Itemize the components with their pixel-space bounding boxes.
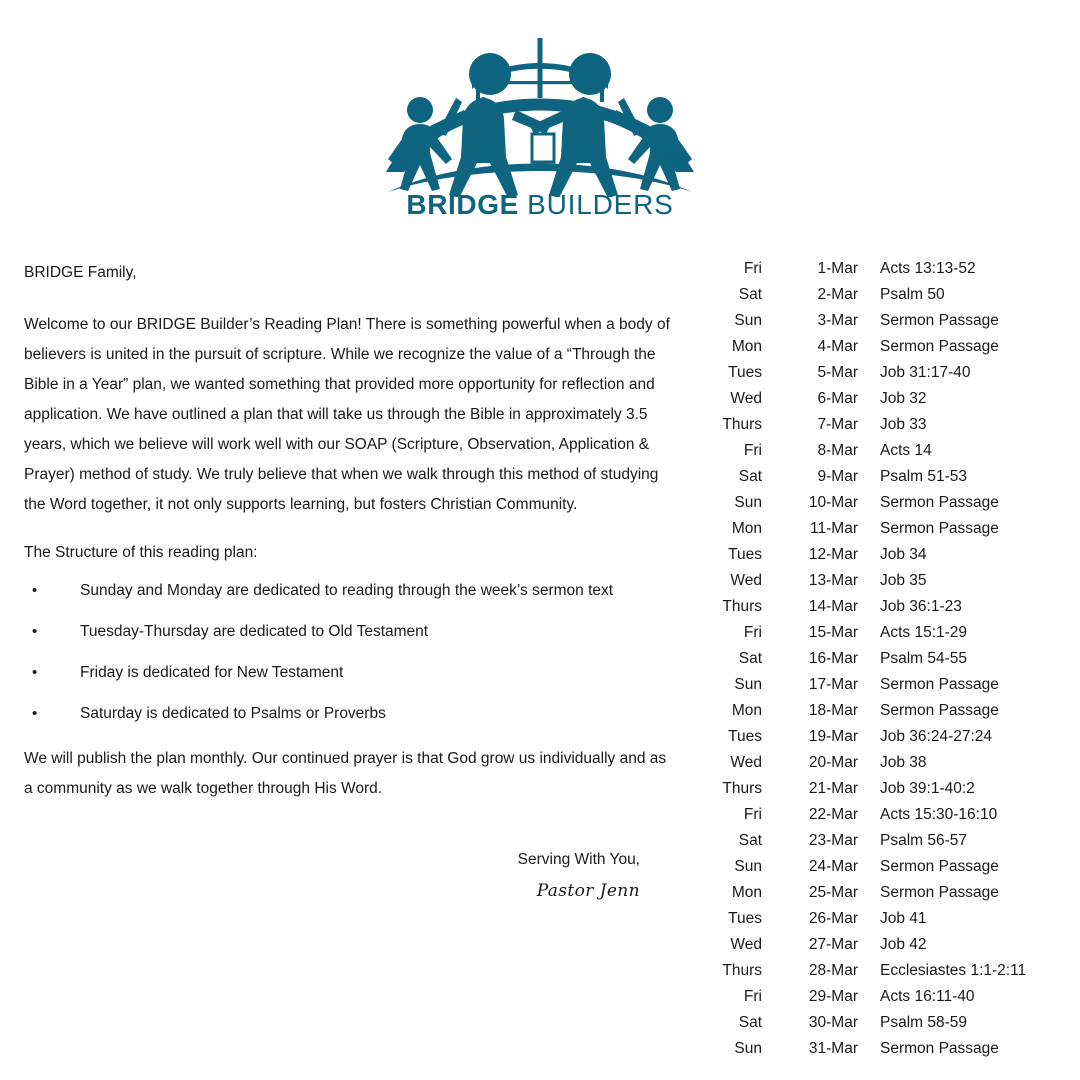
plan-passage-cell: Acts 15:1-29 [880,624,968,641]
table-row [700,932,1026,958]
plan-date-cell: 15-Mar [808,624,858,641]
plan-day-cell: Fri [743,988,762,1005]
table-row [700,724,1026,750]
plan-day-cell: Mon [731,884,762,901]
letter-greeting: BRIDGE Family, [24,264,137,281]
plan-date-cell: 17-Mar [808,676,858,693]
letter-paragraph-2: We will publish the plan monthly. Our continued prayer is that God grow us individually and as a community as we walk together through His Word. [24,750,667,797]
table-row [700,360,1026,386]
plan-passage-cell: Sermon Passage [880,702,999,719]
letter-signature: Pastor Jenn [536,881,640,901]
plan-passage-cell: Psalm 51-53 [880,468,968,485]
table-row [700,698,1026,724]
plan-date-cell: 1-Mar [817,260,858,277]
plan-date-cell: 20-Mar [808,754,858,771]
table-row [700,646,1026,672]
table-row [700,516,1026,542]
plan-date-cell: 31-Mar [808,1040,858,1057]
plan-day-cell: Wed [730,754,762,771]
table-row [700,984,1026,1010]
plan-day-cell: Wed [730,572,762,589]
plan-passage-cell: Job 35 [880,572,927,589]
table-row [700,880,1026,906]
plan-day-cell: Sat [738,650,762,667]
plan-date-cell: 14-Mar [808,598,858,615]
plan-passage-cell: Job 36:24-27:24 [880,728,993,745]
table-row [700,542,1026,568]
table-row [700,1010,1026,1036]
table-row [700,308,1026,334]
plan-passage-cell: Psalm 58-59 [880,1014,968,1031]
plan-date-cell: 10-Mar [808,494,858,511]
plan-day-cell: Thurs [722,416,762,433]
plan-day-cell: Mon [731,520,762,537]
letter-closing: Serving With You, [517,851,640,868]
plan-passage-cell: Job 36:1-23 [880,598,962,615]
table-row [700,282,1026,308]
plan-passage-cell: Sermon Passage [880,494,999,511]
list-item-label: Saturday is dedicated to Psalms or Proverbs [80,705,386,722]
plan-day-cell: Fri [743,624,762,641]
plan-date-cell: 2-Mar [817,286,858,303]
plan-day-cell: Sun [734,676,762,693]
plan-date-cell: 5-Mar [817,364,858,381]
brand-logo-block [0,22,1080,242]
plan-date-cell: 18-Mar [808,702,858,719]
plan-date-cell: 25-Mar [808,884,858,901]
plan-date-cell: 13-Mar [808,572,858,589]
plan-day-cell: Tues [728,910,762,927]
plan-passage-cell: Psalm 50 [880,286,945,303]
plan-passage-cell: Job 39:1-40:2 [880,780,975,797]
plan-day-cell: Fri [743,806,762,823]
table-row [700,958,1026,984]
plan-day-cell: Sat [738,832,762,849]
plan-day-cell: Tues [728,546,762,563]
plan-date-cell: 7-Mar [817,416,858,433]
table-row [700,854,1026,880]
plan-date-cell: 6-Mar [817,390,858,407]
letter-structure-lead: The Structure of this reading plan: [24,544,258,561]
plan-passage-cell: Ecclesiastes 1:1-2:11 [880,962,1027,979]
bullet-dot-icon: • [32,705,38,722]
plan-day-cell: Sun [734,1040,762,1057]
table-row [700,750,1026,776]
plan-passage-cell: Acts 15:30-16:10 [880,806,998,823]
table-row [700,256,1026,282]
table-row [700,464,1026,490]
table-row [700,672,1026,698]
plan-day-cell: Thurs [722,598,762,615]
list-item [24,621,676,643]
plan-day-cell: Tues [728,728,762,745]
table-row [700,438,1026,464]
letter-body [24,258,676,906]
table-row [700,1036,1026,1062]
plan-date-cell: 30-Mar [808,1014,858,1031]
list-item-label: Friday is dedicated for New Testament [80,664,344,681]
plan-date-cell: 9-Mar [817,468,858,485]
plan-date-cell: 19-Mar [808,728,858,745]
plan-passage-cell: Psalm 56-57 [880,832,968,849]
table-row [700,568,1026,594]
plan-date-cell: 12-Mar [808,546,858,563]
plan-day-cell: Mon [731,702,762,719]
letter-paragraph-1: Welcome to our BRIDGE Builder’s Reading Plan! There is something powerful when a body of believers is united in the pursuit of scripture. While we recognize the value of a “Through the Bible in a Year” plan, we wanted something that provided more opportunity for reflection and application. We have outlined a plan that will take us through the Bible in approximately 3.5 years, which we believe will work well with our SOAP (Scripture, Observation, Application & Prayer) method of study. We truly believe that when we walk through this method of studying the Word together, it not only supports learning, but fosters Christian Community. [24,316,670,513]
plan-day-cell: Sun [734,312,762,329]
plan-passage-cell: Acts 16:11-40 [880,988,975,1005]
table-row [700,620,1026,646]
plan-date-cell: 22-Mar [808,806,858,823]
list-item [24,703,676,725]
plan-day-cell: Tues [728,364,762,381]
plan-date-cell: 28-Mar [808,962,858,979]
plan-passage-cell: Job 34 [880,546,927,563]
brand-wordmark [406,191,673,219]
brand-wordmark-builders: BUILDERS [527,189,674,220]
plan-passage-cell: Psalm 54-55 [880,650,968,667]
plan-day-cell: Fri [743,260,762,277]
table-row [700,594,1026,620]
plan-date-cell: 26-Mar [808,910,858,927]
plan-passage-cell: Job 31:17-40 [880,364,971,381]
table-row [700,802,1026,828]
list-item-label: Sunday and Monday are dedicated to reading through the week’s sermon text [80,582,614,599]
plan-day-cell: Wed [730,390,762,407]
plan-date-cell: 8-Mar [817,442,858,459]
plan-date-cell: 3-Mar [817,312,858,329]
plan-day-cell: Mon [731,338,762,355]
table-row [700,906,1026,932]
plan-day-cell: Sat [738,1014,762,1031]
plan-date-cell: 24-Mar [808,858,858,875]
plan-passage-cell: Sermon Passage [880,884,999,901]
plan-day-cell: Thurs [722,962,762,979]
plan-date-cell: 21-Mar [808,780,858,797]
table-row [700,828,1026,854]
plan-date-cell: 11-Mar [810,520,858,537]
plan-passage-cell: Sermon Passage [880,312,999,329]
bullet-dot-icon: • [32,582,38,599]
plan-day-cell: Wed [730,936,762,953]
list-item-label: Tuesday-Thursday are dedicated to Old Testament [80,623,429,640]
plan-day-cell: Sat [738,286,762,303]
bullet-dot-icon: • [32,623,38,640]
plan-passage-cell: Sermon Passage [880,338,999,355]
plan-passage-cell: Acts 14 [880,442,932,459]
list-item [24,662,676,684]
plan-passage-cell: Sermon Passage [880,1040,999,1057]
plan-passage-cell: Job 33 [880,416,927,433]
plan-date-cell: 4-Mar [817,338,858,355]
plan-day-cell: Fri [743,442,762,459]
table-row [700,412,1026,438]
plan-passage-cell: Job 41 [880,910,927,927]
brand-wordmark-bridge: BRIDGE [406,189,519,220]
plan-passage-cell: Sermon Passage [880,858,999,875]
plan-date-cell: 29-Mar [808,988,858,1005]
bullet-dot-icon: • [32,664,38,681]
table-row [700,776,1026,802]
plan-day-cell: Sun [734,858,762,875]
plan-passage-cell: Job 32 [880,390,927,407]
table-row [700,386,1026,412]
structure-bullet-list [24,580,676,725]
plan-date-cell: 16-Mar [808,650,858,667]
plan-date-cell: 23-Mar [808,832,858,849]
bridge-with-four-people-icon [380,22,700,197]
letter-closing-block [24,846,676,906]
plan-passage-cell: Sermon Passage [880,520,999,537]
table-row [700,334,1026,360]
plan-day-cell: Sun [734,494,762,511]
table-row [700,490,1026,516]
reading-plan-table [700,256,1026,1062]
list-item [24,580,676,602]
plan-passage-cell: Job 42 [880,936,927,953]
plan-day-cell: Thurs [722,780,762,797]
plan-date-cell: 27-Mar [808,936,858,953]
plan-passage-cell: Job 38 [880,754,927,771]
plan-passage-cell: Acts 13:13-52 [880,260,976,277]
plan-day-cell: Sat [738,468,762,485]
plan-passage-cell: Sermon Passage [880,676,999,693]
